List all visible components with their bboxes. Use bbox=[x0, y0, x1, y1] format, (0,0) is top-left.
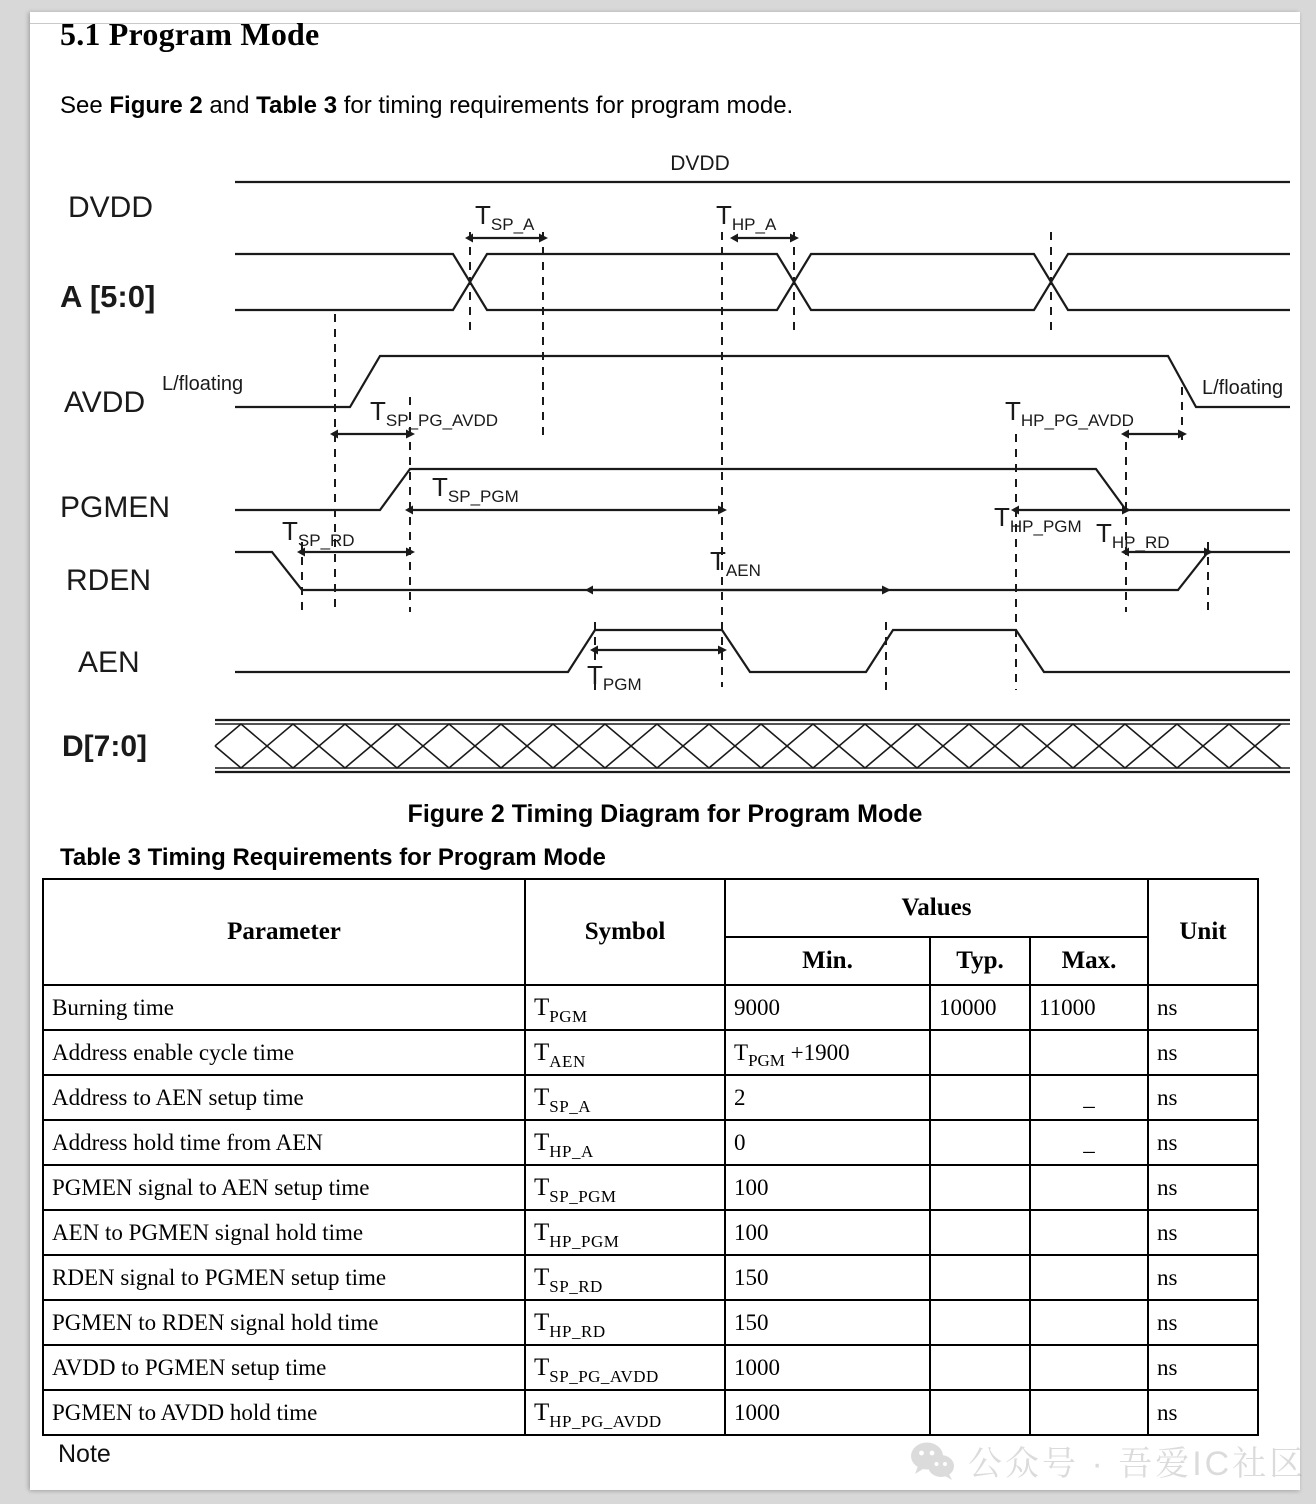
timing-label-thp-rd: $T_{HP\_RD}$ bbox=[1096, 518, 1170, 552]
header-min: Min. bbox=[725, 937, 930, 985]
d-bus-waveform bbox=[215, 720, 1290, 772]
cell-typ bbox=[930, 1165, 1030, 1210]
cell-parameter: PGMEN to RDEN signal hold time bbox=[43, 1300, 525, 1345]
cell-parameter: PGMEN to AVDD hold time bbox=[43, 1390, 525, 1435]
cell-max: _ bbox=[1030, 1075, 1148, 1120]
cell-typ bbox=[930, 1390, 1030, 1435]
figure-caption: Figure 2 Timing Diagram for Program Mode bbox=[407, 800, 923, 828]
cell-parameter: Address to AEN setup time bbox=[43, 1075, 525, 1120]
intro-prefix: See bbox=[60, 92, 110, 119]
cell-unit: ns bbox=[1148, 1300, 1258, 1345]
cell-max bbox=[1030, 1345, 1148, 1390]
cell-unit: ns bbox=[1148, 1075, 1258, 1120]
intro-middle: and bbox=[202, 92, 257, 119]
cell-parameter: AVDD to PGMEN setup time bbox=[43, 1345, 525, 1390]
cell-symbol: $T_{SP\_A}$ bbox=[525, 1075, 725, 1120]
timing-table-body bbox=[43, 985, 1258, 1435]
watermark-text: 公众号 · 吾爱IC社区 bbox=[968, 1445, 1307, 1483]
cell-parameter: RDEN signal to PGMEN setup time bbox=[43, 1255, 525, 1300]
cell-typ: 10000 bbox=[930, 985, 1030, 1030]
table-row bbox=[43, 1255, 1258, 1300]
cell-symbol: $T_{HP\_RD}$ bbox=[525, 1300, 725, 1345]
header-symbol: Symbol bbox=[525, 879, 725, 985]
avdd-waveform bbox=[235, 356, 1290, 407]
cell-unit: ns bbox=[1148, 1120, 1258, 1165]
cell-max bbox=[1030, 1210, 1148, 1255]
cell-max bbox=[1030, 1300, 1148, 1345]
cell-min: 1000 bbox=[725, 1345, 930, 1390]
cell-unit: ns bbox=[1148, 1030, 1258, 1075]
cell-parameter: PGMEN signal to AEN setup time bbox=[43, 1165, 525, 1210]
timing-label-tsp-pgm: $T_{SP\_PGM}$ bbox=[432, 472, 519, 506]
signal-label-rden: RDEN bbox=[66, 564, 152, 597]
timing-diagram bbox=[50, 142, 1290, 792]
cell-min: 2 bbox=[725, 1075, 930, 1120]
rden-waveform bbox=[235, 552, 1290, 590]
header-parameter: Parameter bbox=[43, 879, 525, 985]
timing-label-tsp-rd: $T_{SP\_RD}$ bbox=[282, 516, 355, 550]
wechat-icon bbox=[910, 1441, 956, 1481]
cell-unit: ns bbox=[1148, 1165, 1258, 1210]
signal-label-dvdd: DVDD bbox=[68, 191, 154, 224]
cell-typ bbox=[930, 1120, 1030, 1165]
cell-max bbox=[1030, 1390, 1148, 1435]
signal-label-pgmen: PGMEN bbox=[60, 491, 171, 524]
diagram-measurements bbox=[305, 238, 1205, 650]
table-caption: Table 3 Timing Requirements for Program Mode bbox=[60, 844, 606, 871]
table-row bbox=[43, 1390, 1258, 1435]
cell-symbol: $T_{AEN}$ bbox=[525, 1030, 725, 1075]
cell-min: 150 bbox=[725, 1255, 930, 1300]
timing-label-tsp-a: $T_{SP\_A}$ bbox=[475, 200, 535, 234]
cell-parameter: Address hold time from AEN bbox=[43, 1120, 525, 1165]
cell-symbol: $T_{HP\_PG\_AVDD}$ bbox=[525, 1390, 725, 1435]
section-heading: 5.1 Program Mode bbox=[60, 16, 320, 52]
cell-parameter: Burning time bbox=[43, 985, 525, 1030]
table-row bbox=[43, 1120, 1258, 1165]
cell-unit: ns bbox=[1148, 985, 1258, 1030]
cell-parameter: Address enable cycle time bbox=[43, 1030, 525, 1075]
cell-min: 0 bbox=[725, 1120, 930, 1165]
cell-min: 100 bbox=[725, 1165, 930, 1210]
timing-label-tpgm: $T_{PGM}$ bbox=[587, 660, 642, 694]
cell-symbol: $T_{HP\_A}$ bbox=[525, 1120, 725, 1165]
table-row bbox=[43, 1075, 1258, 1120]
avdd-left-state-label: L/floating bbox=[162, 373, 244, 395]
cell-typ bbox=[930, 1255, 1030, 1300]
cell-max bbox=[1030, 1165, 1148, 1210]
cell-typ bbox=[930, 1030, 1030, 1075]
table-reference: Table 3 bbox=[256, 92, 338, 119]
cell-unit: ns bbox=[1148, 1390, 1258, 1435]
cell-max bbox=[1030, 1030, 1148, 1075]
dvdd-rail-label: DVDD bbox=[670, 152, 730, 175]
cell-symbol: $T_{HP\_PGM}$ bbox=[525, 1210, 725, 1255]
timing-label-taen: $T_{AEN}$ bbox=[710, 546, 761, 580]
cell-symbol: $T_{SP\_PGM}$ bbox=[525, 1165, 725, 1210]
watermark bbox=[910, 1436, 1306, 1485]
header-values: Values bbox=[725, 879, 1148, 937]
table-row bbox=[43, 985, 1258, 1030]
diagram-guidelines bbox=[302, 232, 1208, 694]
table-row bbox=[43, 1030, 1258, 1075]
document-page bbox=[30, 12, 1307, 1490]
signal-label-aen: AEN bbox=[78, 646, 140, 679]
header-typ: Typ. bbox=[930, 937, 1030, 985]
cell-min: 9000 bbox=[725, 985, 930, 1030]
note-label: Note bbox=[58, 1440, 111, 1468]
intro-suffix: for timing requirements for program mode. bbox=[337, 92, 794, 119]
intro-paragraph bbox=[60, 92, 793, 120]
table-row bbox=[43, 1300, 1258, 1345]
cell-typ bbox=[930, 1075, 1030, 1120]
cell-max: _ bbox=[1030, 1120, 1148, 1165]
timing-label-thp-pg-avdd: $T_{HP\_PG\_AVDD}$ bbox=[1005, 396, 1134, 430]
timing-label-thp-a: $T_{HP\_A}$ bbox=[716, 200, 777, 234]
pgmen-waveform bbox=[235, 469, 1290, 510]
timing-label-tsp-pg-avdd: $T_{SP\_PG\_AVDD}$ bbox=[370, 396, 499, 430]
cell-min: 150 bbox=[725, 1300, 930, 1345]
cell-parameter: AEN to PGMEN signal hold time bbox=[43, 1210, 525, 1255]
cell-symbol: $T_{PGM}$ bbox=[525, 985, 725, 1030]
timing-table-wrapper bbox=[42, 878, 1257, 1436]
table-row bbox=[43, 1165, 1258, 1210]
timing-requirements-table bbox=[42, 878, 1259, 1436]
cell-unit: ns bbox=[1148, 1210, 1258, 1255]
timing-label-thp-pgm: $T_{HP\_PGM}$ bbox=[994, 502, 1082, 536]
table-row bbox=[43, 1345, 1258, 1390]
cell-min: $T_{PGM} +1900$ bbox=[725, 1030, 930, 1075]
cell-min: 100 bbox=[725, 1210, 930, 1255]
table-header-row bbox=[43, 879, 1258, 937]
header-max: Max. bbox=[1030, 937, 1148, 985]
cell-max bbox=[1030, 1255, 1148, 1300]
signal-label-avdd: AVDD bbox=[64, 386, 146, 419]
cell-max: 11000 bbox=[1030, 985, 1148, 1030]
cell-symbol: $T_{SP\_RD}$ bbox=[525, 1255, 725, 1300]
signal-label-a: A [5:0] bbox=[60, 279, 156, 314]
header-unit: Unit bbox=[1148, 879, 1258, 985]
cell-min: 1000 bbox=[725, 1390, 930, 1435]
avdd-right-state-label: L/floating bbox=[1202, 377, 1284, 399]
cell-typ bbox=[930, 1300, 1030, 1345]
table-row bbox=[43, 1210, 1258, 1255]
aen-waveform bbox=[235, 630, 1290, 672]
cell-unit: ns bbox=[1148, 1255, 1258, 1300]
cell-unit: ns bbox=[1148, 1345, 1258, 1390]
cell-typ bbox=[930, 1210, 1030, 1255]
a-bus-waveform bbox=[235, 254, 1290, 310]
signal-label-d: D[7:0] bbox=[62, 730, 148, 763]
cell-typ bbox=[930, 1345, 1030, 1390]
cell-symbol: $T_{SP\_PG\_AVDD}$ bbox=[525, 1345, 725, 1390]
figure-reference: Figure 2 bbox=[109, 92, 203, 119]
